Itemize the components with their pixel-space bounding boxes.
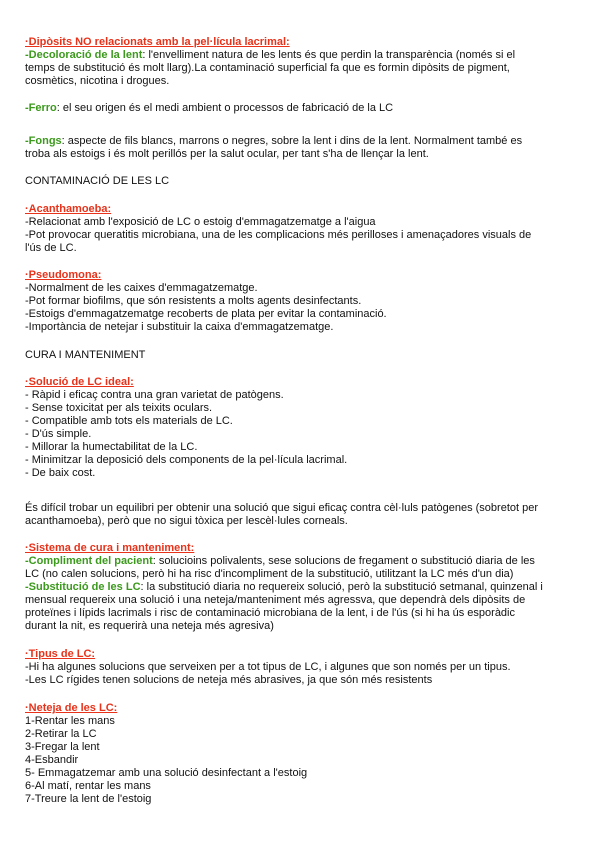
list-item: 5- Emmagatzemar amb una solució desinfectant a l'estoig [25,767,308,779]
acanthamoeba-line1: -Relacionat amb l'exposició de LC o estoig d'emmagatzematge a l'aigua [25,216,376,228]
decoloracio-text-line2: temps de substitució és molt llarg).La contaminació superficial fa que es formin dipòsits de pigment, [25,62,510,74]
list-item: 1-Rentar les mans [25,715,115,727]
list-item: - Ràpid i eficaç contra una gran varietat de patògens. [25,389,284,401]
replacement-text-line3: proteïnes i lípids lacrimals i risc de contaminació microbiana de la lent, i de l'ús (si hi ha ús esporàdic [25,607,515,619]
replacement-text: : la substitució diaria no requereix solució, però la substitució setmanal, quinzenal i [140,581,543,593]
section-ideal-solution [25,376,575,480]
list-item: - Sense toxicitat per als teixits oculars. [25,402,213,414]
list-item: - Millorar la humectabilitat de la LC. [25,441,198,453]
acanthamoeba-heading: ·Acanthamoeba: [25,203,112,215]
replacement-text-line4: durant la nit, es requerirà una neteja més agresiva) [25,620,274,632]
care-title-text: CURA I MANTENIMENT [25,349,146,361]
replacement-text-line2: mensual requereix una solució i una neteja/manteniment més agressva, que dependrà dels dipòsits de [25,594,526,606]
lc-types-heading: ·Tipus de LC: [25,648,96,660]
compliance-term: -Compliment del pacient [25,555,153,567]
compliance-text: : solucioins polivalents, sese solucions de fregament o substitució diaria de les [152,555,535,567]
pseudomona-line1: -Normalment de les caixes d'emmagatzematge. [25,282,258,294]
care-system-heading: ·Sistema de cura i manteniment: [25,542,195,554]
list-item: 2-Retirar la LC [25,728,97,740]
decoloracio-text: : l'envelliment natura de les lents és que perdin la transparència (només si el [142,49,516,61]
acanthamoeba-line3: l'ús de LC. [25,242,77,254]
paragraph-fongs [25,135,575,161]
section-acanthamoeba [25,203,575,255]
list-item: 4-Esbandir [25,754,79,766]
ideal-solution-heading: ·Solució de LC ideal: [25,376,134,388]
list-item: - D'ús simple. [25,428,92,440]
list-item: 6-Al matí, rentar les mans [25,780,151,792]
care-title [25,349,575,362]
fongs-term: -Fongs [25,135,62,147]
compliance-text-line2: LC (no calen solucions, però hi ha risc d'incompliment de la substitució, utilitzant la LC més d'un dia) [25,568,514,580]
paragraph-ferro [25,102,575,115]
difficult-line2: acanthamoeba), però que no sigui tòxica per lescèl·lules corneals. [25,515,348,527]
section-pseudomona [25,269,575,334]
list-item: - De baix cost. [25,467,96,479]
lc-types-line1: -Hi ha algunes solucions que serveixen per a tot tipus de LC, i algunes que son només per un tipus. [25,661,511,673]
pseudomona-line3: -Estoigs d'emmagatzematge recoberts de plata per evitar la contaminació. [25,308,387,320]
section-deposits [25,36,575,88]
deposits-heading: ·Dipòsits NO relacionats amb la pel·lícula lacrimal: [25,36,290,48]
contamination-title-text: CONTAMINACIÓ DE LES LC [25,175,170,187]
decoloracio-text-line3: cosmètics, nicotina i drogues. [25,75,170,87]
paragraph-difficult-balance [25,502,575,528]
difficult-line1: És difícil trobar un equilibri per obtenir una solució que sigui eficaç contra cèl·luls patògenes (sobretot per [25,502,539,514]
fongs-text: : aspecte de fils blancs, marrons o negres, sobre la lent i dins de la lent. Normalment també es [61,135,523,147]
acanthamoeba-line2: -Pot provocar queratitis microbiana, una de les complicacions més perilloses i amenaçadores visuals de [25,229,532,241]
replacement-term: -Substitució de les LC [25,581,141,593]
decoloracio-term: -Decoloració de la lent [25,49,143,61]
list-item: 3-Fregar la lent [25,741,100,753]
section-care-system [25,542,575,633]
pseudomona-line2: -Pot formar biofilms, que són resistents a molts agents desinfectants. [25,295,362,307]
pseudomona-line4: -Importància de netejar i substituir la caixa d'emmagatzematge. [25,321,334,333]
section-lc-cleaning [25,702,575,806]
lc-types-line2: -Les LC rígides tenen solucions de neteja més abrasives, ja que són més resistents [25,674,433,686]
lc-cleaning-heading: ·Neteja de les LC: [25,702,118,714]
ferro-term: -Ferro [25,102,57,114]
list-item: - Minimitzar la deposició dels components de la pel·lícula lacrimal. [25,454,348,466]
ferro-text: : el seu origen és el medi ambient o processos de fabricació de la LC [56,102,394,114]
list-item: - Compatible amb tots els materials de LC. [25,415,233,427]
list-item: 7-Treure la lent de l'estoig [25,793,152,805]
fongs-text-line2: troba als estoigs i és molt perillós per la salut ocular, per tant s'ha de llençar la lent. [25,148,429,160]
contamination-title [25,175,575,188]
pseudomona-heading: ·Pseudomona: [25,269,102,281]
section-lc-types [25,648,575,687]
